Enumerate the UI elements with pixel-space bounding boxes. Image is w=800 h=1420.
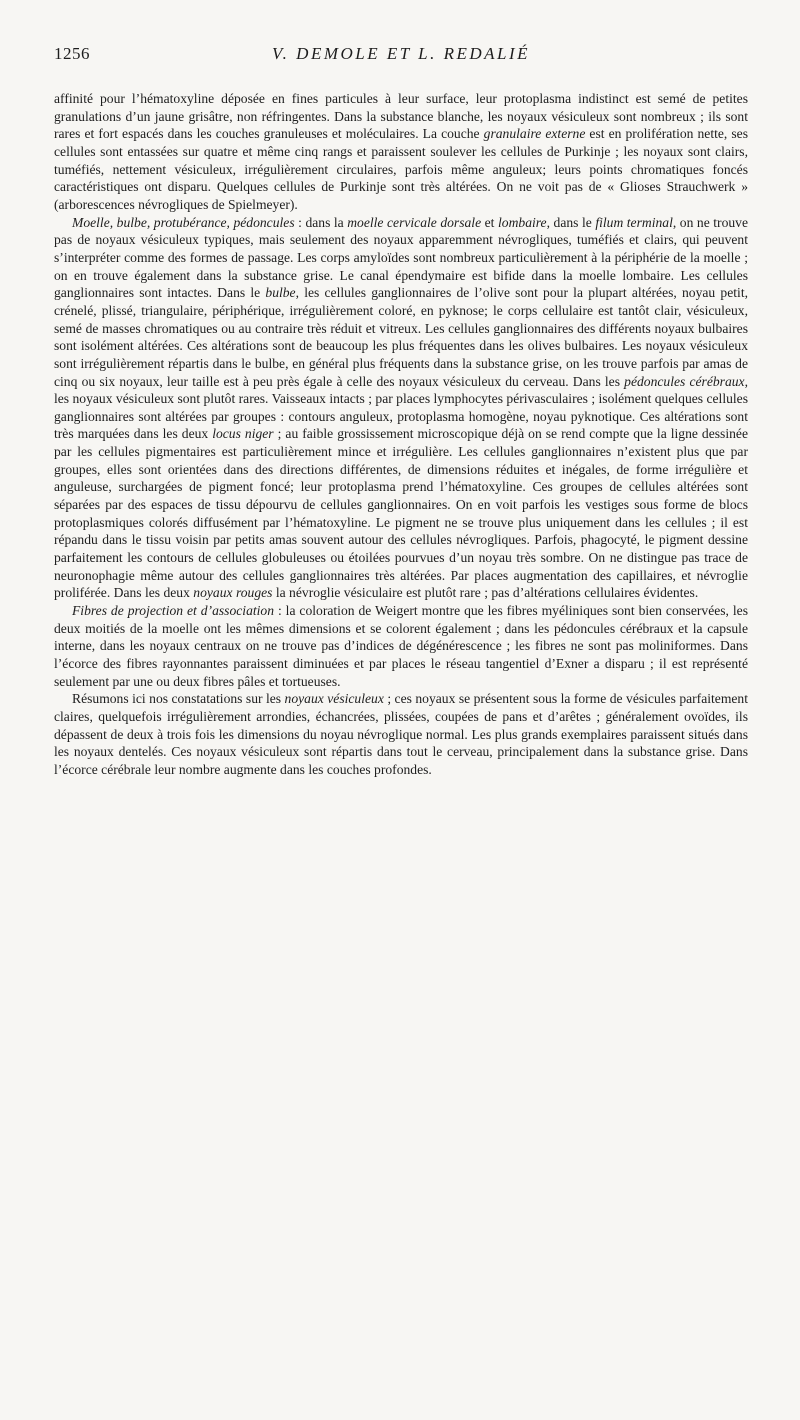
text-run: , les cellules ganglionnaires de l’olive sont pour la plupart altérées, noyau petit, crénelé, plissé, triangulaire, périphérique, irrégulièrement coloré, en pyknose; le corps cellulaire est tantôt clair, vésiculeux, semé de masses chromatiques ou au contraire très réduit et vitreux. Les cellules ganglionnaires des différents noyaux bulbaires sont isolément altérées. Ces altérations sont de beaucoup les plus fréquentes dans les olives bulbaires. Les noyaux vésiculeux sont irrégulièrement répartis dans le bulbe, en général plus fréquents dans la substance grise, on les trouve parfois par amas de cinq ou six noyaux, leur taille est à peu près égale à celle des noyaux vésiculeux du cerveau. Dans les [54,285,748,389]
italic-term: noyaux vésiculeux [284,691,384,707]
paragraph-moelle-bulbe [54,214,748,602]
italic-term: granulaire externe [483,126,586,142]
text-run: affinité pour l’hématoxyline déposée en fines particules à leur surface, leur protoplasma indistinct est semé de petites granulations d’un jaune grisâtre, non réfringentes. Dans la substance blanche, les noyaux vésiculeux sont nombreux ; ils sont rares et fort espacés dans les couches granuleuses et moléculaires. La couche [54,91,748,142]
text-run: et [481,214,498,230]
paragraph-resume-noyaux [54,690,748,778]
text-run: , les noyaux vésiculeux sont plutôt rares. Vaisseaux intacts ; par places lymphocytes périvasculaires ; isolément quelques cellules ganglionnaires sont altérées par groupes : contours anguleux, protoplasma homogène, noyau pyknotique. Ces altérations sont très marquées dans les deux [54,373,748,442]
text-run: : la coloration de Weigert montre que les fibres myéliniques sont bien conservées, les deux moitiés de la moelle ont les mêmes dimensions et se colorent également ; dans les pédoncules cérébraux et la capsule interne, dans les noyaux centraux on ne trouve pas d’indices de dégénérescence ; les fibres ne sont pas moliniformes. Dans l’écorce des fibres rayonnantes paraissent diminuées et par places le réseau tangentiel d’Exner a disparu ; il est représenté seulement par une ou deux fibres pâles et tortueuses. [54,603,748,689]
text-run: , on ne trouve pas de noyaux vésiculeux typiques, mais seulement des noyaux apparemment névrogliques, tuméfiés et clairs, qui peuvent s’interpréter comme des formes de passage. Les corps amyloïdes sont nombreux particulièrement à la périphérie de la moelle ; on en trouve également dans la substance grise. Le canal épendymaire est bifide dans la moelle lombaire. Les cellules ganglionnaires sont intactes. Dans le [54,214,748,301]
text-run: ; au faible grossissement microscopique déjà on se rend compte que la ligne dessinée par les cellules pigmentaires est particulièrement mince et irrégulière. Les cellules ganglionnaires n’existent plus que par groupes, elles sont orientées dans des directions différentes, de dimensions réduites et inégales, de forme irrégulière et anguleuse, surchargées de pigment foncé; leur protoplasma prend l’hématoxyline. Ces groupes de cellules altérées sont séparées par des espaces de tissu dépourvu de cellules ganglionnaires. On en voit parfois les vestiges sous forme de blocs protoplasmiques colorés diffusément par l’hématoxyline. Le pigment ne se trouve plus uniquement dans les cellules ; il est répandu dans le tissu voisin par petits amas souvent autour des cellules névrogliques. Parfois, phagocyté, le pigment dessine parfaitement les contours de cellules globuleuses ou étoilées pourvues d’un noyau très sombre. On ne distingue pas trace de neuronophagie même autour des cellules ganglionnaires très altérées. Par places augmentation des capillaires, et névroglie proliférée. Dans les deux [54,426,748,601]
text-run: est en prolifération nette, ses cellules sont entassées sur quatre et même cinq rangs et paraissent soulever les cellules de Purkinje ; les noyaux sont clairs, tuméfiés, nettement vésiculeux, irrégulièrement circulaires, parfois même anguleux; leurs points chromatiques foncés caractéristiques ont disparu. Quelques cellules de Purkinje sont très altérées. On ne voit pas de « Glioses Strauchwerk » (arborescences névrogliques de Spielmeyer). [54,126,749,212]
text-run: ; ces noyaux se présentent sous la forme de vésicules parfaitement claires, quelquefois irrégulièrement arrondies, échancrées, plissées, coupées de pans et d’arêtes ; généralement ovoïdes, ils dépassent de deux à trois fois les dimensions du noyau névroglique normal. Les plus grands exemplaires paraissent situés dans les noyaux dentelés. Ces noyaux vésiculeux sont répartis dans tout le cerveau, principalement dans la substance grise. Dans l’écorce cérébrale leur nombre augmente dans les couches profondes. [54,691,749,777]
italic-term: noyaux rouges [193,585,273,601]
text-run: Résumons ici nos constatations sur les [72,691,285,707]
text-run: , dans le [546,214,596,230]
italic-term: Moelle, bulbe, protubérance, pédoncules [72,214,295,230]
italic-term: locus niger [212,426,274,442]
text-run: la névroglie vésiculaire est plutôt rare ; pas d’altérations cellulaires évidentes. [272,585,699,601]
running-title: V. DEMOLE ET L. REDALIÉ [271,44,531,63]
document-page [54,44,748,779]
italic-term: moelle cervicale dorsale [347,214,482,230]
italic-term: pédoncules cérébraux [624,373,745,389]
paragraph-continuation [54,90,748,214]
page-number: 1256 [54,44,90,63]
italic-term: Fibres de projection et d’association [72,603,275,619]
text-run: : dans la [294,214,348,230]
italic-term: bulbe [265,285,296,301]
italic-term: filum terminal [595,214,673,230]
paragraph-fibres-projection [54,602,748,690]
italic-term: lombaire [498,214,547,230]
running-header [54,44,748,70]
body-text [54,90,748,779]
